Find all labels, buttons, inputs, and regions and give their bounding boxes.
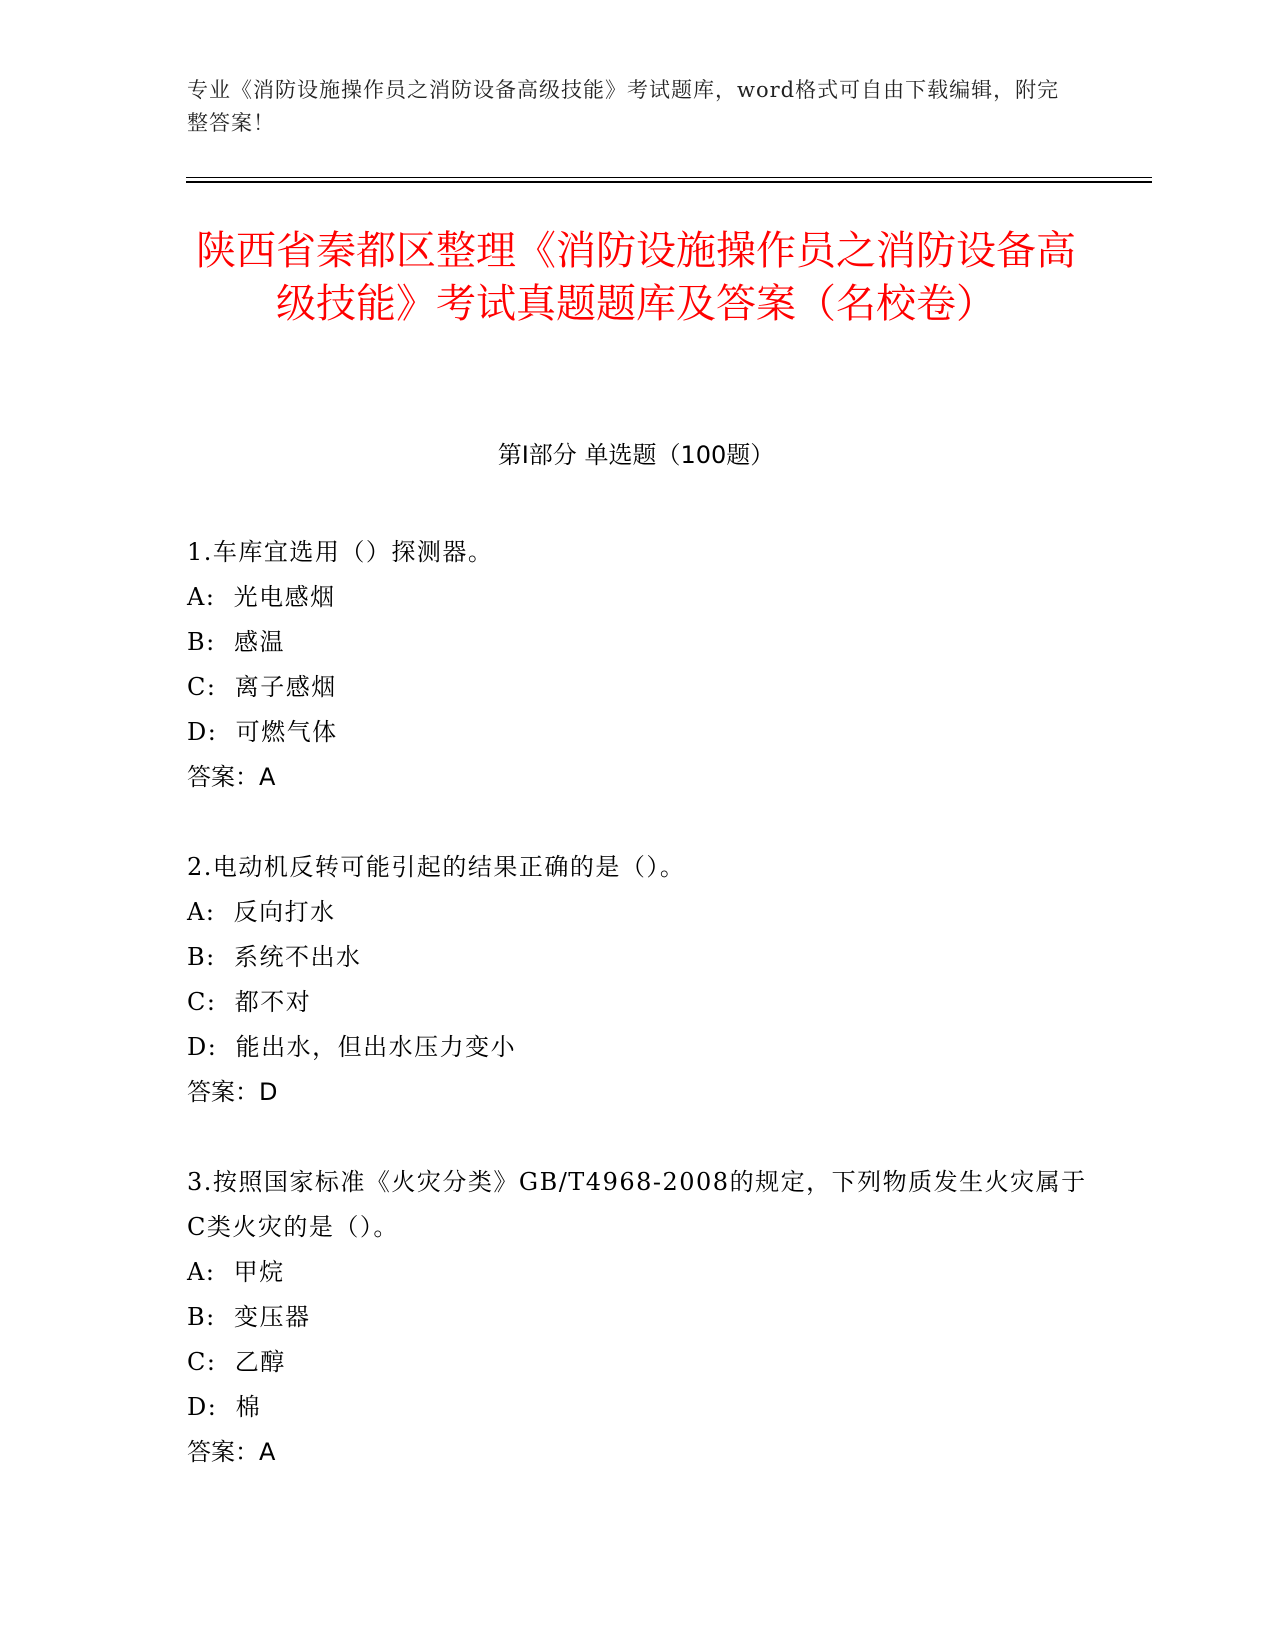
option-c: C: 乙醇 bbox=[187, 1348, 286, 1376]
question-stem: 2.电动机反转可能引起的结果正确的是（）。 bbox=[187, 853, 686, 881]
answer: 答案：A bbox=[187, 1438, 276, 1466]
header-note: 专业《消防设施操作员之消防设备高级技能》考试题库，word格式可自由下载编辑，附完整答案！ bbox=[187, 78, 1060, 135]
option-c: C: 都不对 bbox=[187, 988, 312, 1016]
option-a: A: 光电感烟 bbox=[187, 583, 336, 611]
question-1 bbox=[187, 530, 1087, 800]
question-stem: 3.按照国家标准《火灾分类》GB/T4968-2008的规定，下列物质发生火灾属于C类火灾的是（）。 bbox=[187, 1168, 1087, 1241]
section-heading: 第I部分 单选题（100题） bbox=[497, 441, 775, 469]
document-title: 陕西省秦都区整理《消防设施操作员之消防设备高级技能》考试真题题库及答案（名校卷） bbox=[196, 228, 1076, 327]
answer: 答案：A bbox=[187, 763, 276, 791]
option-d: D: 棉 bbox=[187, 1393, 262, 1421]
question-3 bbox=[187, 1160, 1087, 1475]
header-divider-thin bbox=[186, 177, 1152, 178]
option-a: A: 甲烷 bbox=[187, 1258, 285, 1286]
question-2 bbox=[187, 845, 1087, 1115]
option-b: B: 系统不出水 bbox=[187, 943, 362, 971]
option-b: B: 变压器 bbox=[187, 1303, 311, 1331]
header-divider-thick bbox=[186, 181, 1152, 183]
question-stem: 1.车库宜选用（）探测器。 bbox=[187, 538, 494, 566]
option-b: B: 感温 bbox=[187, 628, 285, 656]
question-list bbox=[187, 530, 1087, 1520]
option-d: D: 能出水，但出水压力变小 bbox=[187, 1033, 517, 1061]
answer: 答案：D bbox=[187, 1078, 278, 1106]
option-a: A: 反向打水 bbox=[187, 898, 336, 926]
option-d: D: 可燃气体 bbox=[187, 718, 338, 746]
option-c: C: 离子感烟 bbox=[187, 673, 337, 701]
